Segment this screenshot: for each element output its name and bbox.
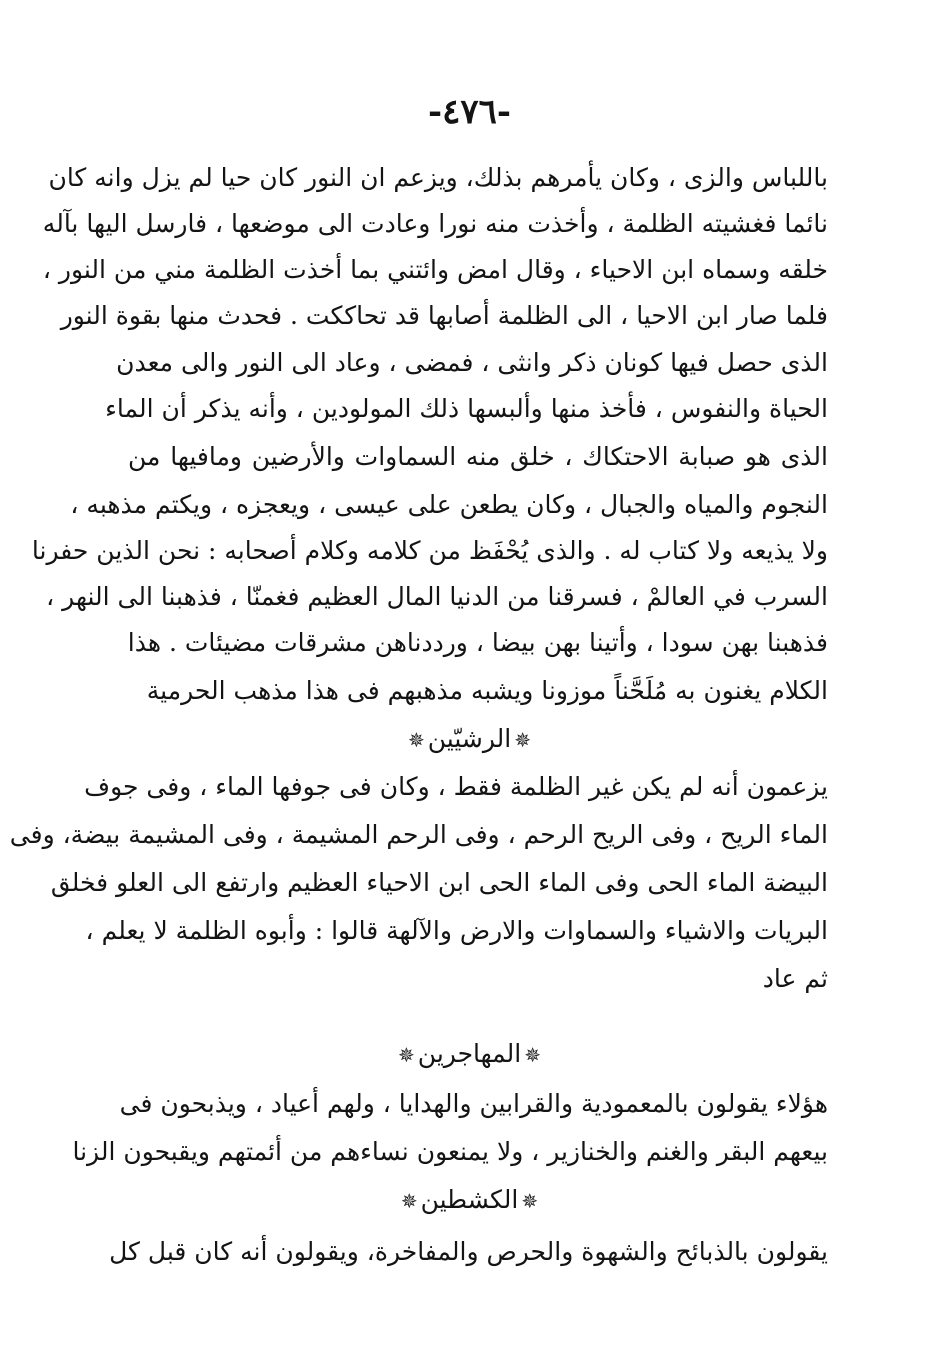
text-line: خلقه وسماه ابن الاحياء ، وقال امض وائتني بما أخذت الظلمة مني من النور ، bbox=[42, 255, 828, 284]
section-heading-text: الكشطين bbox=[420, 1185, 519, 1214]
text-line: البيضة الماء الحى وفى الماء الحى ابن الاحياء العظيم وارتفع الى العلو فخلق bbox=[50, 868, 828, 897]
text-line: الذى حصل فيها كونان ذكر وانثى ، فمضى ، وعاد الى النور والى معدن bbox=[116, 348, 828, 377]
text-line: الذى هو صبابة الاحتكاك ، خلق منه السماوات والأرضين ومافيها من bbox=[128, 442, 828, 471]
section-heading-text: المهاجرين bbox=[417, 1039, 522, 1068]
section-heading bbox=[0, 719, 939, 760]
text-line: الكلام يغنون به مُلَحَّناً موزونا ويشبه مذهبهم فى هذا مذهب الحرمية bbox=[146, 676, 828, 705]
text-line: الماء الريح ، وفى الريح الرحم ، وفى الرحم المشيمة ، وفى المشيمة بيضة، وفى bbox=[9, 820, 828, 849]
text-line: باللباس والزى ، وكان يأمرهم بذلك، ويزعم ان النور كان حيا لم يزل وانه كان bbox=[48, 163, 828, 192]
text-line: ولا يذيعه ولا كتاب له . والذى يُحْفَظ من كلامه وكلام أصحابه : نحن الذين حفرنا bbox=[31, 536, 828, 565]
section-heading-text: الرشيّين bbox=[427, 724, 512, 753]
ornament-icon: ✵ bbox=[398, 1043, 415, 1067]
section-heading bbox=[0, 1180, 939, 1221]
ornament-icon: ✵ bbox=[521, 1189, 539, 1213]
text-line: بيعهم البقر والغنم والخنازير ، ولا يمنعون نساءهم من أئمتهم ويقبحون الزنا bbox=[72, 1137, 828, 1166]
text-line: نائما فغشيته الظلمة ، وأخذت منه نورا وعادت الى موضعها ، فارسل اليها بآله bbox=[42, 209, 828, 238]
ornament-icon: ✵ bbox=[400, 1189, 418, 1213]
text-line: فذهبنا بهن سودا ، وأتينا بهن بيضا ، ورددناهن مشرقات مضيئات . هذا bbox=[127, 628, 828, 657]
ornament-icon: ✵ bbox=[514, 728, 531, 752]
text-line: يزعمون أنه لم يكن غير الظلمة فقط ، وكان فى جوفها الماء ، وفى جوف bbox=[84, 772, 828, 801]
ornament-icon: ✵ bbox=[408, 728, 425, 752]
section-heading bbox=[0, 1034, 939, 1075]
text-line: الحياة والنفوس ، فأخذ منها وألبسها ذلك المولودين ، وأنه يذكر أن الماء bbox=[105, 394, 828, 423]
text-line: يقولون بالذبائح والشهوة والحرص والمفاخرة، ويقولون أنه كان قبل كل bbox=[109, 1237, 828, 1266]
text-line: البريات والاشياء والسماوات والارض والآلهة قالوا : وأبوه الظلمة لا يعلم ، bbox=[85, 916, 828, 945]
text-line: ثم عاد bbox=[762, 964, 828, 993]
text-line: السرب في العالمْ ، فسرقنا من الدنيا المال العظيم فغمنّا ، فذهبنا الى النهر ، bbox=[46, 582, 828, 611]
text-line: النجوم والمياه والجبال ، وكان يطعن على عيسى ، ويعجزه ، ويكتم مذهبه ، bbox=[70, 490, 828, 519]
page-number: -٤٧٦- bbox=[427, 92, 512, 132]
ornament-icon: ✵ bbox=[524, 1043, 541, 1067]
text-line: فلما صار ابن الاحيا ، الى الظلمة أصابها قد تحاككت . فحدث منها بقوة النور bbox=[60, 301, 828, 330]
text-line: هؤلاء يقولون بالمعمودية والقرابين والهدايا ، ولهم أعياد ، ويذبحون فى bbox=[119, 1089, 828, 1118]
